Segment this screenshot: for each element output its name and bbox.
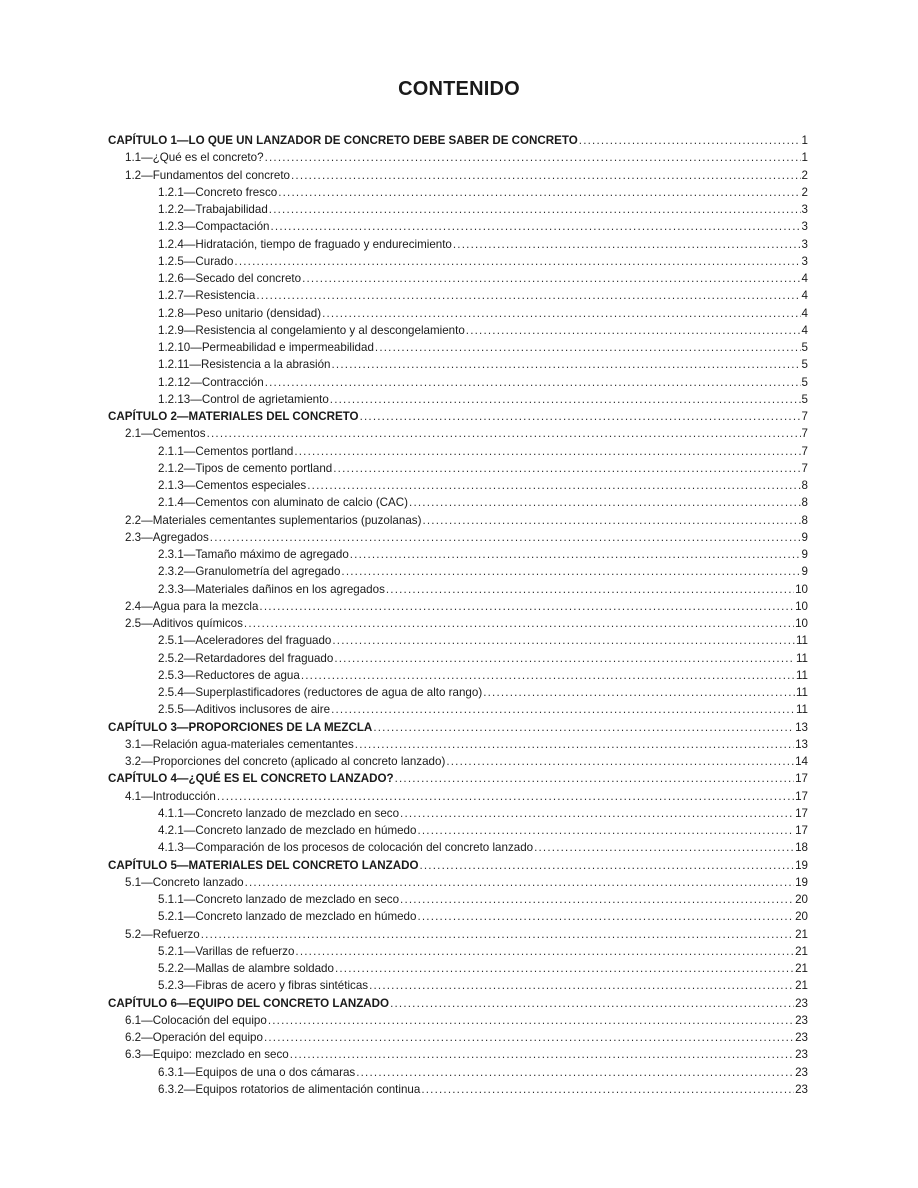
toc-subsection-entry bbox=[108, 977, 808, 994]
toc-subsection-entry bbox=[108, 581, 808, 598]
toc-subsection-entry bbox=[108, 891, 808, 908]
dot-leader bbox=[301, 667, 795, 684]
toc-subsection-entry bbox=[108, 356, 808, 373]
dot-leader bbox=[307, 477, 800, 494]
toc-page-number: 7 bbox=[801, 444, 808, 458]
dot-leader bbox=[322, 305, 800, 322]
toc-page-number: 19 bbox=[795, 858, 808, 872]
toc-entry-title: 2.5.3—Reductores de agua bbox=[158, 668, 300, 682]
dot-leader bbox=[375, 339, 801, 356]
dot-leader bbox=[331, 701, 795, 718]
toc-page-number: 2 bbox=[801, 185, 808, 199]
toc-entry-title: 5.1.1—Concreto lanzado de mezclado en seco bbox=[158, 893, 400, 906]
dot-leader bbox=[466, 322, 801, 339]
toc-page-number: 4 bbox=[801, 289, 808, 303]
dot-leader bbox=[290, 1046, 794, 1063]
dot-leader bbox=[409, 494, 801, 511]
toc-entry-title: 6.1—Colocación del equipo bbox=[125, 1013, 267, 1027]
dot-leader bbox=[271, 218, 801, 235]
dot-leader bbox=[269, 201, 801, 218]
dot-leader bbox=[395, 770, 795, 787]
toc-page-number: 23 bbox=[795, 1013, 808, 1027]
toc-subsection-entry bbox=[108, 201, 808, 218]
toc-entry-title: CAPÍTULO 6—EQUIPO DEL CONCRETO LANZADO bbox=[108, 996, 390, 1010]
dot-leader bbox=[256, 287, 800, 304]
toc-subsection-entry bbox=[108, 184, 808, 201]
toc-subsection-entry bbox=[108, 218, 808, 235]
toc-page-number: 9 bbox=[801, 530, 808, 544]
toc-subsection-entry bbox=[108, 1081, 808, 1098]
dot-leader bbox=[330, 391, 801, 408]
toc-entry-title: 1.2.13—Control de agrietamiento bbox=[158, 392, 329, 406]
toc-page-number: 3 bbox=[801, 220, 808, 234]
toc-entry-title: 4.2.1—Concreto lanzado de mezclado en húmedo bbox=[158, 824, 417, 837]
toc-entry-title: 1.2.7—Resistencia bbox=[158, 289, 256, 303]
toc-chapter-entry bbox=[108, 132, 808, 149]
dot-leader bbox=[350, 546, 801, 563]
dot-leader bbox=[334, 650, 795, 667]
toc-entry-title: 1.1—¿Qué es el concreto? bbox=[125, 151, 264, 165]
toc-subsection-entry bbox=[108, 650, 808, 667]
toc-subsection-entry bbox=[108, 943, 808, 960]
toc-section-entry bbox=[108, 1046, 808, 1063]
toc-page-number: 11 bbox=[795, 668, 808, 682]
dot-leader bbox=[265, 149, 801, 166]
toc-page-number: 4 bbox=[801, 323, 808, 337]
toc-page-number: 3 bbox=[801, 203, 808, 216]
toc-entry-title: 1.2.9—Resistencia al congelamiento y al descongelamiento bbox=[158, 323, 465, 337]
toc-page-number: 20 bbox=[795, 893, 808, 906]
toc-page-number: 17 bbox=[795, 824, 808, 837]
toc-entry-title: 2.1—Cementos bbox=[125, 427, 206, 441]
toc-entry-title: CAPÍTULO 3—PROPORCIONES DE LA MEZCLA bbox=[108, 720, 373, 734]
toc-page-number: 8 bbox=[801, 479, 808, 492]
toc-entry-title: 2.1.1—Cementos portland bbox=[158, 444, 294, 458]
toc-subsection-entry bbox=[108, 632, 808, 649]
toc-subsection-entry bbox=[108, 270, 808, 287]
toc-section-entry bbox=[108, 1029, 808, 1046]
dot-leader bbox=[390, 995, 794, 1012]
toc-section-entry bbox=[108, 167, 808, 184]
toc-entry-title: 5.2—Refuerzo bbox=[125, 927, 200, 941]
dot-leader bbox=[244, 615, 794, 632]
dot-leader bbox=[355, 736, 794, 753]
toc-page-number: 17 bbox=[795, 806, 808, 820]
toc-section-entry bbox=[108, 736, 808, 753]
toc-entry-title: 1.2.10—Permeabilidad e impermeabilidad bbox=[158, 341, 374, 354]
toc-chapter-entry bbox=[108, 770, 808, 787]
toc-subsection-entry bbox=[108, 494, 808, 511]
toc-page-number: 9 bbox=[801, 548, 808, 561]
toc-page-number: 23 bbox=[795, 996, 808, 1010]
toc-entry-title: 6.3.1—Equipos de una o dos cámaras bbox=[158, 1065, 356, 1079]
toc-entry-title: 1.2.12—Contracción bbox=[158, 375, 264, 389]
toc-subsection-entry bbox=[108, 374, 808, 391]
toc-entry-title: 4.1.1—Concreto lanzado de mezclado en seco bbox=[158, 806, 400, 820]
toc-page-number: 8 bbox=[801, 496, 808, 510]
toc-subsection-entry bbox=[108, 667, 808, 684]
dot-leader bbox=[360, 408, 801, 425]
toc-subsection-entry bbox=[108, 477, 808, 494]
toc-entry-title: 1.2.6—Secado del concreto bbox=[158, 272, 302, 285]
toc-section-entry bbox=[108, 753, 808, 770]
toc-entry-title: 5.2.2—Mallas de alambre soldado bbox=[158, 962, 334, 975]
toc-page-number: 21 bbox=[795, 927, 808, 941]
toc-page-number: 7 bbox=[801, 427, 808, 441]
dot-leader bbox=[421, 1081, 794, 1098]
toc-page-number: 21 bbox=[795, 944, 808, 958]
toc-chapter-entry bbox=[108, 857, 808, 874]
dot-leader bbox=[295, 943, 794, 960]
toc-page-number: 1 bbox=[801, 134, 808, 147]
dot-leader bbox=[400, 891, 794, 908]
toc-entry-title: 5.1—Concreto lanzado bbox=[125, 875, 244, 889]
toc-entry-title: 2.5—Aditivos químicos bbox=[125, 617, 243, 630]
toc-subsection-entry bbox=[108, 443, 808, 460]
toc-section-entry bbox=[108, 512, 808, 529]
dot-leader bbox=[302, 270, 800, 287]
dot-leader bbox=[259, 598, 794, 615]
dot-leader bbox=[210, 529, 801, 546]
toc-entry-title: 6.2—Operación del equipo bbox=[125, 1031, 263, 1044]
dot-leader bbox=[268, 1012, 794, 1029]
toc-page-number: 23 bbox=[795, 1031, 808, 1044]
toc-subsection-entry bbox=[108, 839, 808, 856]
toc-subsection-entry bbox=[108, 805, 808, 822]
toc-page-number: 10 bbox=[795, 582, 808, 596]
toc-page-number: 11 bbox=[795, 651, 808, 665]
dot-leader bbox=[291, 167, 801, 184]
toc-entry-title: 2.3.3—Materiales dañinos en los agregados bbox=[158, 582, 385, 596]
dot-leader bbox=[234, 253, 800, 270]
toc-subsection-entry bbox=[108, 391, 808, 408]
toc-entry-title: CAPÍTULO 4—¿QUÉ ES EL CONCRETO LANZADO? bbox=[108, 772, 394, 786]
toc-subsection-entry bbox=[108, 253, 808, 270]
toc-page-number: 9 bbox=[801, 565, 808, 579]
dot-leader bbox=[217, 788, 794, 805]
dot-leader bbox=[264, 1029, 794, 1046]
toc-page-number: 21 bbox=[795, 979, 808, 993]
dot-leader bbox=[373, 719, 794, 736]
dot-leader bbox=[579, 132, 801, 149]
toc-page-number: 20 bbox=[795, 910, 808, 924]
toc-entry-title: 5.2.3—Fibras de acero y fibras sintéticas bbox=[158, 979, 369, 993]
toc-entry-title: 3.2—Proporciones del concreto (aplicado al concreto lanzado) bbox=[125, 755, 446, 768]
toc-page-number: 11 bbox=[795, 703, 808, 717]
dot-leader bbox=[341, 563, 800, 580]
toc-entry-title: 2.3—Agregados bbox=[125, 530, 209, 544]
dot-leader bbox=[333, 460, 800, 477]
toc-entry-title: 1.2—Fundamentos del concreto bbox=[125, 168, 290, 182]
dot-leader bbox=[453, 236, 801, 253]
toc-subsection-entry bbox=[108, 339, 808, 356]
toc-page-number: 5 bbox=[801, 341, 808, 354]
toc-entry-title: 1.2.3—Compactación bbox=[158, 220, 270, 234]
toc-subsection-entry bbox=[108, 460, 808, 477]
toc-section-entry bbox=[108, 598, 808, 615]
toc-section-entry bbox=[108, 874, 808, 891]
toc-subsection-entry bbox=[108, 684, 808, 701]
dot-leader bbox=[417, 908, 794, 925]
dot-leader bbox=[332, 632, 795, 649]
toc-entry-title: CAPÍTULO 1—LO QUE UN LANZADOR DE CONCRETO DEBE SABER DE CONCRETO bbox=[108, 134, 578, 147]
dot-leader bbox=[419, 857, 794, 874]
toc-entry-title: 1.2.11—Resistencia a la abrasión bbox=[158, 358, 331, 372]
toc-page-number: 3 bbox=[801, 237, 808, 251]
toc-page-number: 23 bbox=[795, 1082, 808, 1096]
toc-page-number: 21 bbox=[795, 962, 808, 975]
toc-entry-title: CAPÍTULO 2—MATERIALES DEL CONCRETO bbox=[108, 410, 359, 423]
toc-entry-title: 2.3.1—Tamaño máximo de agregado bbox=[158, 548, 349, 561]
table-of-contents bbox=[108, 132, 808, 1098]
toc-subsection-entry bbox=[108, 322, 808, 339]
toc-page-number: 17 bbox=[795, 789, 808, 803]
toc-chapter-entry bbox=[108, 995, 808, 1012]
toc-chapter-entry bbox=[108, 408, 808, 425]
toc-chapter-entry bbox=[108, 719, 808, 736]
toc-page-number: 5 bbox=[801, 392, 808, 406]
toc-page-number: 18 bbox=[795, 841, 808, 855]
toc-page-number: 8 bbox=[801, 513, 808, 527]
toc-page-number: 11 bbox=[795, 634, 808, 648]
toc-subsection-entry bbox=[108, 701, 808, 718]
dot-leader bbox=[483, 684, 795, 701]
toc-entry-title: 2.5.4—Superplastificadores (reductores de agua de alto rango) bbox=[158, 686, 483, 699]
dot-leader bbox=[335, 960, 794, 977]
dot-leader bbox=[422, 512, 800, 529]
toc-page-number: 2 bbox=[801, 168, 808, 182]
toc-section-entry bbox=[108, 1012, 808, 1029]
toc-entry-title: 2.5.2—Retardadores del fraguado bbox=[158, 651, 334, 665]
toc-entry-title: 2.1.2—Tipos de cemento portland bbox=[158, 461, 333, 475]
toc-page-number: 5 bbox=[801, 358, 808, 372]
toc-section-entry bbox=[108, 529, 808, 546]
toc-page-number: 1 bbox=[801, 151, 808, 165]
dot-leader bbox=[356, 1064, 794, 1081]
toc-page-number: 10 bbox=[795, 599, 808, 613]
page-title: CONTENIDO bbox=[398, 78, 520, 100]
toc-subsection-entry bbox=[108, 822, 808, 839]
toc-subsection-entry bbox=[108, 960, 808, 977]
toc-page-number: 10 bbox=[795, 617, 808, 630]
toc-entry-title: 1.2.1—Concreto fresco bbox=[158, 185, 278, 199]
toc-entry-title: 4.1—Introducción bbox=[125, 789, 216, 803]
toc-page-number: 7 bbox=[801, 461, 808, 475]
toc-subsection-entry bbox=[108, 1064, 808, 1081]
toc-entry-title: 1.2.5—Curado bbox=[158, 254, 234, 268]
toc-section-entry bbox=[108, 788, 808, 805]
toc-entry-title: 1.2.4—Hidratación, tiempo de fraguado y endurecimiento bbox=[158, 237, 452, 251]
toc-page-number: 14 bbox=[795, 755, 808, 768]
dot-leader bbox=[332, 356, 801, 373]
dot-leader bbox=[207, 425, 801, 442]
dot-leader bbox=[446, 753, 794, 770]
dot-leader bbox=[265, 374, 801, 391]
toc-page-number: 13 bbox=[795, 720, 808, 734]
toc-page-number: 4 bbox=[801, 272, 808, 285]
toc-section-entry bbox=[108, 425, 808, 442]
dot-leader bbox=[294, 443, 800, 460]
toc-subsection-entry bbox=[108, 546, 808, 563]
toc-entry-title: 1.2.2—Trabajabilidad bbox=[158, 203, 268, 216]
dot-leader bbox=[400, 805, 794, 822]
toc-subsection-entry bbox=[108, 908, 808, 925]
toc-page-number: 11 bbox=[795, 686, 808, 699]
toc-page-number: 4 bbox=[801, 306, 808, 320]
dot-leader bbox=[386, 581, 794, 598]
toc-entry-title: 2.3.2—Granulometría del agregado bbox=[158, 565, 341, 579]
dot-leader bbox=[417, 822, 794, 839]
toc-entry-title: 5.2.1—Concreto lanzado de mezclado en húmedo bbox=[158, 910, 417, 924]
toc-section-entry bbox=[108, 926, 808, 943]
toc-subsection-entry bbox=[108, 305, 808, 322]
toc-entry-title: 5.2.1—Varillas de refuerzo bbox=[158, 944, 295, 958]
toc-subsection-entry bbox=[108, 287, 808, 304]
toc-entry-title: 1.2.8—Peso unitario (densidad) bbox=[158, 306, 322, 320]
toc-page-number: 13 bbox=[795, 737, 808, 751]
toc-entry-title: 2.5.5—Aditivos inclusores de aire bbox=[158, 703, 331, 717]
toc-entry-title: 2.4—Agua para la mezcla bbox=[125, 599, 259, 613]
dot-leader bbox=[534, 839, 794, 856]
toc-entry-title: 6.3.2—Equipos rotatorios de alimentación continua bbox=[158, 1082, 421, 1096]
toc-page-number: 3 bbox=[801, 254, 808, 268]
toc-page-number: 19 bbox=[795, 875, 808, 889]
toc-entry-title: 3.1—Relación agua-materiales cementantes bbox=[125, 737, 354, 751]
toc-subsection-entry bbox=[108, 236, 808, 253]
toc-entry-title: 2.5.1—Aceleradores del fraguado bbox=[158, 634, 332, 648]
toc-entry-title: 2.1.4—Cementos con aluminato de calcio (CAC) bbox=[158, 496, 409, 510]
toc-page-number: 5 bbox=[801, 375, 808, 389]
toc-page-number: 17 bbox=[795, 772, 808, 786]
toc-section-entry bbox=[108, 615, 808, 632]
toc-entry-title: 4.1.3—Comparación de los procesos de colocación del concreto lanzado bbox=[158, 841, 534, 855]
toc-entry-title: CAPÍTULO 5—MATERIALES DEL CONCRETO LANZADO bbox=[108, 858, 419, 872]
toc-subsection-entry bbox=[108, 563, 808, 580]
toc-page-number: 23 bbox=[795, 1065, 808, 1079]
dot-leader bbox=[369, 977, 794, 994]
toc-page-number: 7 bbox=[801, 410, 808, 423]
toc-page-number: 23 bbox=[795, 1048, 808, 1062]
toc-section-entry bbox=[108, 149, 808, 166]
toc-entry-title: 2.2—Materiales cementantes suplementarios (puzolanas) bbox=[125, 513, 422, 527]
dot-leader bbox=[245, 874, 795, 891]
toc-entry-title: 6.3—Equipo: mezclado en seco bbox=[125, 1048, 289, 1062]
dot-leader bbox=[201, 926, 794, 943]
toc-entry-title: 2.1.3—Cementos especiales bbox=[158, 479, 307, 492]
dot-leader bbox=[278, 184, 800, 201]
